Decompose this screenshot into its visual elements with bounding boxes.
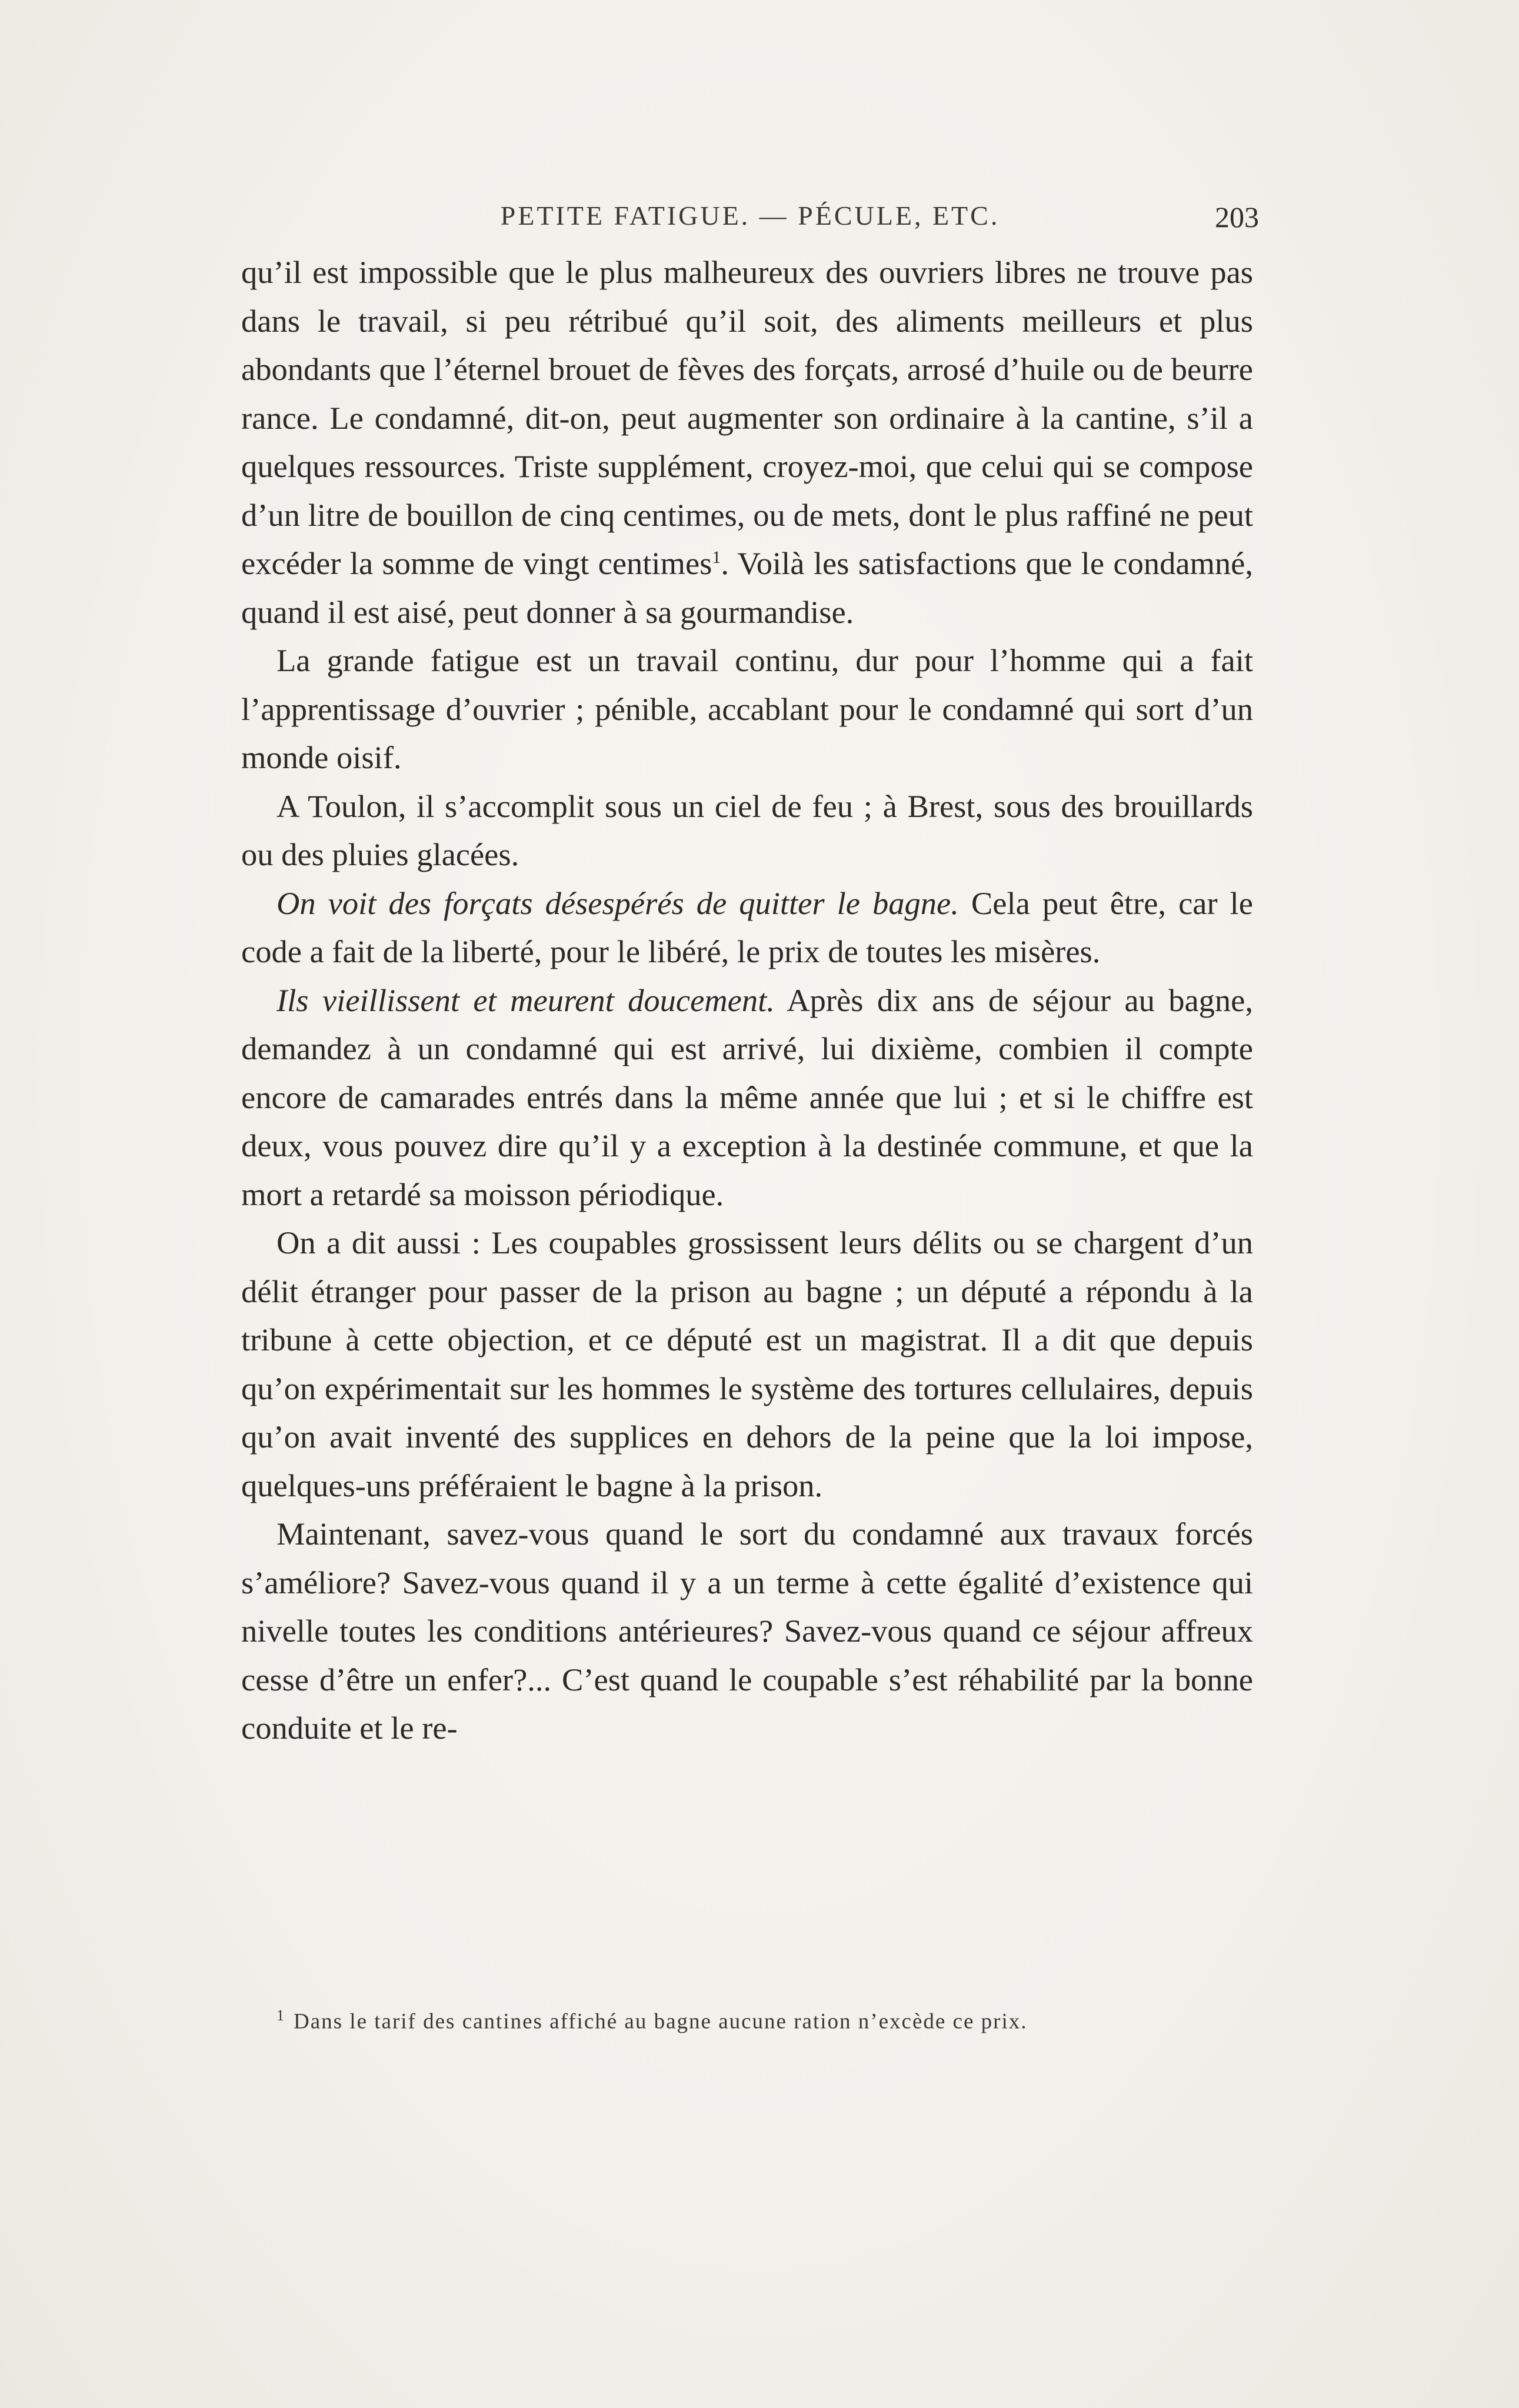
paragraph-5 [241,976,1253,1219]
paragraph-5-italic: Ils vieillissent et meurent doucement. [277,982,775,1018]
footnote-reference: 1 [712,547,721,567]
footnote [277,2007,1218,2034]
footnote-marker: 1 [277,2007,285,2024]
footnote-text: Dans le tarif des cantines affiché au bagne aucune ration n’excède ce prix. [294,2009,1028,2034]
paragraph-4 [241,879,1253,976]
page-number: 203 [1215,201,1259,234]
paragraph-4-italic: On voit des forçats désespérés de quitter le bagne. [277,885,959,921]
running-head: PETITE FATIGUE. — PÉCULE, ETC. [500,201,1000,231]
paragraph-5-text: Après dix ans de séjour au bagne, demandez à un condamné qui est arrivé, lui dixième, combien il compte encore de camarades entrés dans la même année que lui ; et si le chiffre est deux, vous pouvez dire qu’il y a exception à la destinée commune, et que la mort a retardé sa moisson périodique. [241,982,1254,1212]
paragraph-7: Maintenant, savez-vous quand le sort du condamné aux travaux forcés s’améliore? Savez-vous quand il y a un terme à cette égalité d’existence qui nivelle toutes les conditions antérieures? Savez-vous quand ce séjour affreux cesse d’être un enfer?... C’est quand le coupable s’est réhabilité par la bonne conduite et le re- [241,1516,1253,1746]
paragraph-6: On a dit aussi : Les coupables grossissent leurs délits ou se chargent d’un délit étranger pour passer de la prison au bagne ; un député a répondu à la tribune à cette objection, et ce député est un magistrat. Il a dit que depuis qu’on expérimentait sur les hommes le système des tortures cellulaires, depuis qu’on avait inventé des supplices en dehors de la peine que la loi impose, quelques-uns préféraient le bagne à la prison. [241,1225,1253,1503]
paragraph-1-text-a: qu’il est impossible que le plus malheureux des ouvriers libres ne trouve pas dans le travail, si peu rétribué qu’il soit, des aliments meilleurs et plus abondants que l’éternel brouet de fèves des forçats, arrosé d’huile ou de beurre rance. Le condamné, dit-on, peut augmenter son ordinaire à la cantine, s’il a quelques ressources. Triste supplément, croyez-moi, que celui qui se compose d’un litre de bouillon de cinq centimes, ou de mets, dont le plus raffiné ne peut excéder la somme de vingt centimes [241,254,1253,581]
paragraph-3: A Toulon, il s’accomplit sous un ciel de feu ; à Brest, sous des brouillards ou des pluies glacées. [241,788,1253,872]
paragraph-4-text: Cela peut être, car le code a fait de la liberté, pour le libéré, le prix de toutes les misères. [241,885,1253,969]
paragraph-1 [241,248,1253,636]
body-text [241,248,1253,1753]
paragraph-1-text-b: . Voilà les satisfactions que le condamné, quand il est aisé, peut donner à sa gourmandise. [241,545,1253,630]
page-header [241,200,1259,241]
paragraph-2: La grande fatigue est un travail continu, dur pour l’homme qui a fait l’apprentissage d’ouvrier ; pénible, accablant pour le condamné qui sort d’un monde oisif. [241,642,1253,775]
